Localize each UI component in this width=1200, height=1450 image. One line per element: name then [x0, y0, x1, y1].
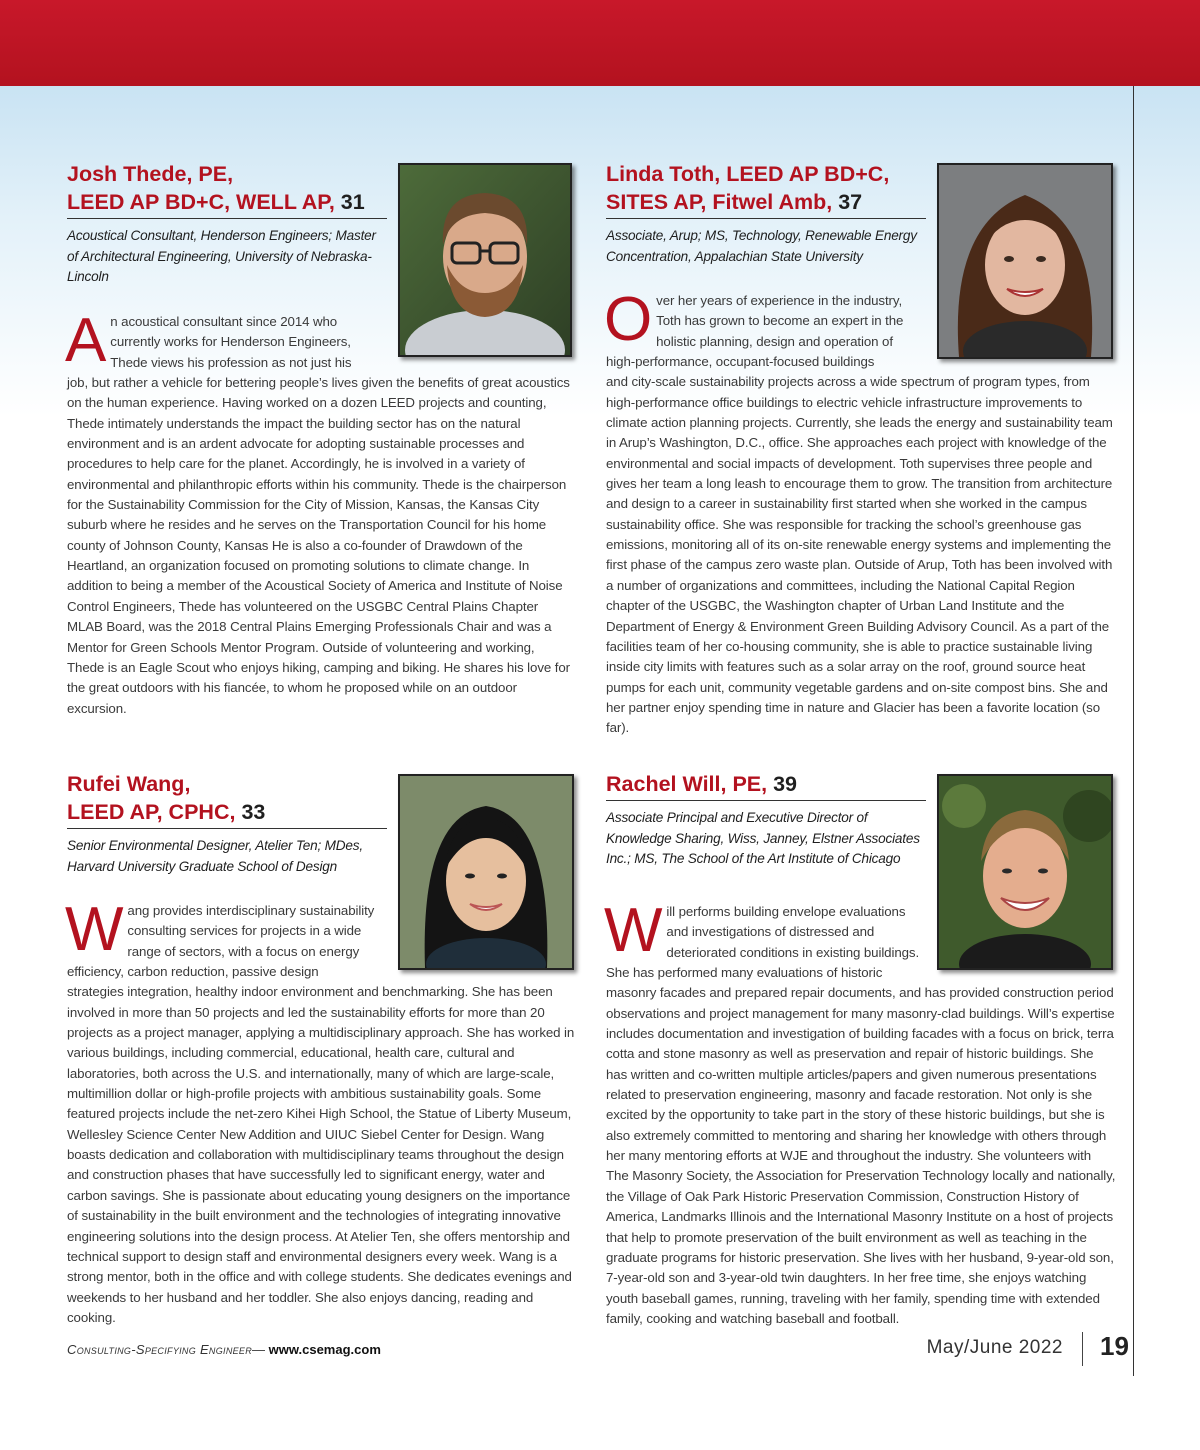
magazine-name: Consulting-Specifying Engineer	[67, 1342, 253, 1357]
name-line-1: Josh Thede, PE,	[67, 162, 234, 186]
portrait-photo	[937, 163, 1113, 359]
top-banner	[0, 0, 1200, 86]
profile-age: 39	[773, 772, 798, 796]
portrait-photo	[398, 774, 574, 970]
profile-age: 37	[838, 190, 863, 214]
lead-text: n acoustical consultant since 2014 who currently works for Henderson Engineers, Thede views his profession as not just his	[110, 314, 352, 370]
profile-name	[67, 770, 387, 829]
name-line-1: Rufei Wang,	[67, 772, 191, 796]
body-text: job, but rather a vehicle for bettering people’s lives given the benefits of great acoustics on the human experience. Having worked on a dozen LEED projects and counting, Thede intimately understands the impact the building sector has on the natural environment and is an ardent advocate for adopting sustainable processes and procedures to help care for the planet. Accordingly, he is involved in a variety of environmental and philanthropic efforts within his community. Thede is the chairperson for the Sustainability Commission for the City of Mission, Kansas, the Kansas City suburb where he resides and he serves on the Transportation Council for his home county of Johnson County, Kansas He is also a co-founder of Drawdown of the Heartland, an organization focused on promoting solutions to climate change. In addition to being a member of the Acoustical Society of America and Institute of Noise Control Engineers, Thede has volunteered on the USGBC Central Plains Chapter MLAB Board, was the 2018 Central Plains Emerging Professionals Chair and was a Mentor for Green Schools Mentor Program. Outside of volunteering and working, Thede is an Eagle Scout who enjoys hiking, camping and biking. He shares his love for the great outdoors with his fiancée, to whom he proposed while on an outdoor excursion.	[67, 375, 570, 716]
page-number: 19	[1100, 1331, 1129, 1361]
profile-age: 31	[340, 190, 365, 214]
portrait-photo	[398, 163, 572, 357]
name-line-2: LEED AP, CPHC,	[67, 800, 236, 824]
drop-cap: W	[604, 896, 663, 965]
profile-name	[606, 160, 926, 219]
name-line-2: SITES AP, Fitwel Amb,	[606, 190, 833, 214]
lead-text: ill performs building envelope evaluations and investigations of distressed and deteriorated conditions in existing buildings. She has performed many evaluations of historic	[606, 904, 920, 981]
drop-cap: A	[65, 306, 107, 375]
footer-credit	[67, 1342, 381, 1357]
portrait-photo	[937, 774, 1113, 970]
profile-linda-toth	[606, 160, 926, 267]
footer-separator: —	[252, 1342, 266, 1357]
lead-text: ver her years of experience in the industry, Toth has grown to become an expert in the holistic planning, design and operation of high-performance, occupant-focused buildings	[606, 293, 904, 370]
body-text: and city-scale sustainability projects across a wide spectrum of program types, from high-performance office buildings to electric vehicle infrastructure improvements to climate action planning projects. Currently, she leads the energy and sustainability team in Arup’s Washington, D.C., office. She approaches each project with knowledge of the environmental and social impacts of development. Toth supervises three people and gives her team a long leash to encourage them to grow. The transition from architecture and design to a career in sustainability first started when she worked in the campus sustainability office. She was responsible for tracking the school’s greenhouse gas emissions, monitoring all of its on-site renewable energy systems and implementing the first phase of the campus zero waste plan. Outside of Arup, Toth has been involved with a number of organizations and committees, including the National Capital Region chapter of the USGBC, the Washington chapter of Urban Land Institute and the Department of Energy & Environment Green Building Advisory Council. As a part of the facilities team of her co-housing community, she is able to practice sustainable living inside city limits with features such as a solar array on the roof, ground source heat pumps for each unit, community vegetable gardens and on-site compost bins. She and her partner enjoy spending time in nature and Glacier has been a favorite location (so far).	[606, 374, 1113, 736]
drop-cap: W	[65, 895, 124, 964]
name-line-2: LEED AP BD+C, WELL AP,	[67, 190, 335, 214]
body-text: strategies integration, healthy indoor environment and benchmarking. She has been involved in more than 50 projects and led the sustainability efforts for more than 20 projects as a project manager, applying a multidisciplinary approach. She has worked in various buildings, including commercial, educational, health care, cultural and laboratories, both across the U.S. and internationally, many of which are large-scale, multimillion dollar or high-profile projects with ambitious sustainability goals. Some featured projects include the net-zero Kihei High School, the Statue of Liberty Museum, Wellesley Science Center New Addition and UIUC Siebel Center for Design. Wang boasts dedication and collaboration with multidisciplinary teams throughout the design and construction phases that have successfully led to significant energy, water and carbon savings. She is passionate about educating young designers on the importance of sustainability in the built environment and the technologies of integrating innovative engineering solutions into the design process. At Atelier Ten, she offers mentorship and technical support to design staff and environmental designers every week. Wang is a strong mentor, both in the office and with college students. She dedicates evenings and weekends to her husband and her toddler. She also enjoys dancing, reading and cooking.	[67, 984, 575, 1325]
profile-age: 33	[241, 800, 266, 824]
profile-title: Acoustical Consultant, Henderson Engineers; Master of Architectural Engineering, University of Nebraska-Lincoln	[67, 228, 376, 284]
issue-date: May/June 2022	[926, 1337, 1063, 1358]
name-line-1: Linda Toth, LEED AP BD+C,	[606, 162, 890, 186]
profile-josh-thede	[67, 160, 387, 288]
footer-divider	[1082, 1332, 1083, 1366]
column-rule	[1133, 86, 1134, 1376]
profile-body	[65, 306, 572, 719]
body-text: masonry facades and prepared repair documents, and has provided construction period observations and project management for many masonry-clad buildings. Will’s expertise includes documentation and investigation of building facades with a focus on brick, terra cotta and stone masonry as well as preservation and repair of historic buildings. She has written and co-written multiple articles/papers and given numerous presentations related to preservation engineering, masonry and facade restoration. Not only is she excited by the opportunity to take part in the story of these historic buildings, but she is also extremely committed to mentoring and sharing her knowledge with others through her many mentoring efforts at WJE and throughout the industry. She volunteers with The Masonry Society, the Association for Preservation Technology locally and nationally, the Village of Oak Park Historic Preservation Commission, Construction History of America, Landmarks Illinois and the International Masonry Institute on a host of projects that help to promote preservation of the built environment as well as teaching in the graduate programs for historic preservation. She lives with her husband, 9-year-old son, 7-year-old son and 3-year-old twin daughters. In her free time, she enjoys watching youth baseball games, running, traveling with her family, spending time with extended family, cooking and watching baseball and football.	[606, 985, 1116, 1326]
profile-name	[606, 770, 926, 801]
profile-name	[67, 160, 387, 219]
profile-rachel-will	[606, 770, 926, 870]
profile-title: Associate Principal and Executive Director of Knowledge Sharing, Wiss, Janney, Elstner Associates Inc.; MS, The School of the Art Institute of Chicago	[606, 810, 920, 866]
name-line-1: Rachel Will, PE,	[606, 772, 768, 796]
profile-rufei-wang	[67, 770, 387, 877]
drop-cap: O	[604, 285, 653, 354]
profile-title: Associate, Arup; MS, Technology, Renewable Energy Concentration, Appalachian State University	[606, 228, 917, 264]
lead-text: ang provides interdisciplinary sustainability consulting services for projects in a wide range of sectors, with a focus on energy efficiency, carbon reduction, passive design	[67, 903, 375, 980]
profile-title: Senior Environmental Designer, Atelier Ten; MDes, Harvard University Graduate School of Design	[67, 838, 363, 874]
website-link[interactable]: www.csemag.com	[268, 1342, 381, 1357]
